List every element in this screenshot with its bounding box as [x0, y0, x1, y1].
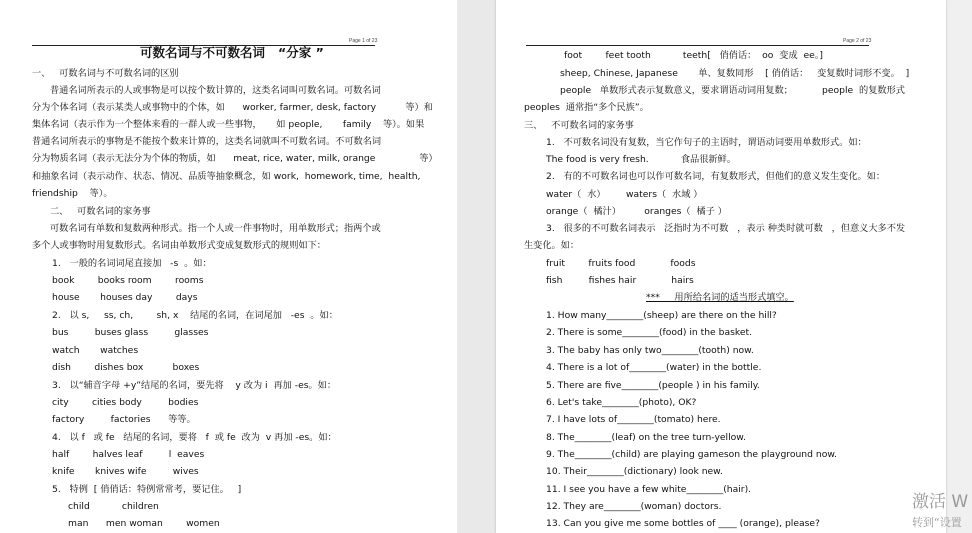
exercise-item: 6. Let's take________(photo), OK?: [546, 397, 697, 408]
exercise-item: 7. I have lots of________(tomato) here.: [546, 414, 721, 425]
activation-watermark-subtitle: 转到“设置: [912, 516, 962, 529]
example-line: fish fishes hair hairs: [546, 275, 694, 286]
example-line: half halves leaf l eaves: [52, 449, 205, 460]
document-page-1: [0, 0, 457, 533]
exercise-heading: *** 用所给名词的适当形式填空。: [646, 292, 794, 303]
exercise-item: 11. I see you have a few white________(hair).: [546, 484, 752, 495]
paragraph-line: 分为物质名词（表示无法分为个体的物质，如 meat, rice, water, milk, orange 等）: [32, 153, 438, 164]
example-line: house houses day days: [52, 292, 198, 303]
paragraph-line: 和抽象名词（表示动作、状态、情况、品质等抽象概念，如 work, homework, time, health,: [32, 171, 421, 182]
page-number: Page 1 of 23: [349, 38, 378, 44]
example-line: factory factories 等等。: [52, 414, 196, 425]
section-heading: 三、 不可数名词的家务事: [524, 120, 634, 131]
exercise-item: 10. Their________(dictionary) look new.: [546, 466, 723, 477]
rule-item: 1. 不可数名词没有复数，当它作句子的主语时，谓语动词要用单数形式。如：: [546, 137, 867, 148]
paragraph-line: 多个人或事物时用复数形式。名词由单数形式变成复数形式的规则如下：: [32, 240, 326, 251]
example-line: water（ 水） waters（ 水域 ）: [546, 189, 703, 200]
rule-item: 2. 有的不可数名词也可以作可数名词，有复数形式，但他们的意义发生变化。如：: [546, 171, 886, 182]
paragraph-line: 集体名词（表示作为一个整体来看的一群人或一些事物， 如 people, family 等）。如果: [32, 119, 425, 130]
example-line: fruit fruits food foods: [546, 258, 696, 269]
paragraph-line: 普通名词所表示的事物是不能按个数来计算的，这类名词就叫不可数名词。不可数名词: [32, 136, 382, 147]
example-line: foot feet tooth teeth[ 俏俏话： oo 变成 ee。]: [564, 50, 823, 61]
example-line: child children: [68, 501, 159, 512]
example-line: sheep, Chinese, Japanese 单、复数同形 [ 俏俏话： 变复数时词形不变。 ]: [560, 68, 910, 79]
example-line: watch watches: [52, 345, 139, 356]
exercise-item: 3. The baby has only two________(tooth) now.: [546, 345, 754, 356]
exercise-item: 4. There is a lot of________(water) in the bottle.: [546, 362, 762, 373]
rule-item: 3. 以“辅音字母 +y”结尾的名词，要先将 y 改为 i 再加 -es。如：: [52, 380, 337, 391]
example-line: man men woman women: [68, 518, 220, 529]
example-line: orange（ 橘汁） oranges（ 橘子 ）: [546, 206, 727, 217]
section-heading: 一、 可数名词与不可数名词的区别: [32, 68, 179, 79]
example-line: book books room rooms: [52, 275, 204, 286]
paragraph-line: 生变化。如：: [524, 240, 580, 251]
example-line: The food is very fresh. 食品很新鲜。: [546, 154, 736, 165]
rule-item: 5. 特例 [ 俏俏话：特例常常考，要记住。 ]: [52, 484, 242, 495]
exercise-item: 5. There are five________(people ) in his family.: [546, 380, 760, 391]
paragraph-line: 可数名词有单数和复数两种形式。指一个人或一件事物时，用单数形式；指两个或: [50, 223, 381, 234]
paragraph-line: 分为个体名词（表示某类人或事物中的个体，如 worker, farmer, desk, factory 等）和: [32, 102, 433, 113]
paragraph-line: friendship 等）。: [32, 188, 113, 199]
rule-item: 4. 以 f 或 fe 结尾的名词，要将 f 或 fe 改为 v 再加 -es。如：: [52, 432, 337, 443]
exercise-item: 2. There is some________(food) in the basket.: [546, 327, 753, 338]
document-page-2: [496, 0, 946, 533]
paragraph-line: 普通名词所表示的人或事物是可以按个数计算的，这类名词叫可数名词。可数名词: [50, 85, 381, 96]
exercise-item: 13. Can you give me some bottles of ____ (orange), please?: [546, 518, 820, 529]
example-line: city cities body bodies: [52, 397, 199, 408]
exercise-item: 8. The________(leaf) on the tree turn-yellow.: [546, 432, 746, 443]
rule-item: 2. 以 s, ss, ch, sh, x 结尾的名词，在词尾加 -es 。如：: [52, 310, 338, 321]
paragraph-line: peoples 通常指“多个民族”。: [524, 102, 649, 113]
page-number: Page 2 of 23: [843, 38, 872, 44]
exercise-item: 12. They are________(woman) doctors.: [546, 501, 722, 512]
paragraph-line: people 单数形式表示复数意义，要求谓语动词用复数； people 的复数形式: [560, 85, 905, 96]
exercise-item: 1. How many________(sheep) are there on the hill?: [546, 310, 777, 321]
exercise-item: 9. The________(child) are playing gameson the playground now.: [546, 449, 837, 460]
document-title: 可数名词与不可数名词 “分家 ”: [140, 45, 324, 60]
example-line: knife knives wife wives: [52, 466, 199, 477]
activation-watermark-title: 激活 W: [912, 492, 969, 512]
example-line: bus buses glass glasses: [52, 327, 209, 338]
header-rule: [526, 45, 869, 46]
section-heading: 二、 可数名词的家务事: [50, 206, 151, 217]
rule-item: 1. 一般的名词词尾直接加 -s 。如：: [52, 258, 212, 269]
rule-item: 3. 很多的不可数名词表示 泛指时为不可数 ，表示 种类时就可数 ，但意义大多不发: [546, 223, 906, 234]
example-line: dish dishes box boxes: [52, 362, 200, 373]
page-gap: [457, 0, 496, 533]
